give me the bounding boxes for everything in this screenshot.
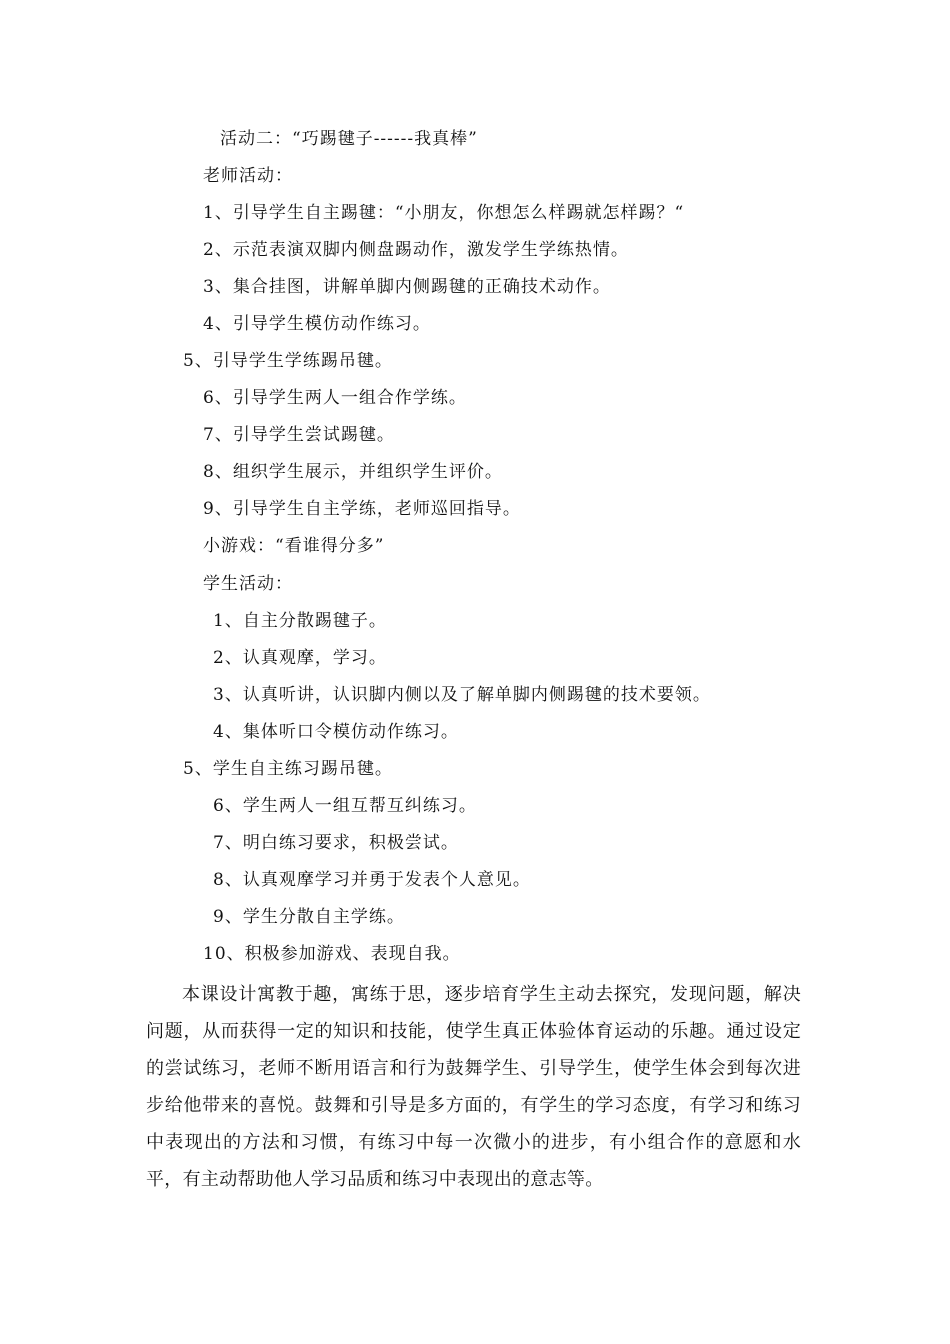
teacher-item: 5、引导学生学练踢吊毽。 xyxy=(183,351,393,371)
student-item: 3、认真听讲，认识脚内侧以及了解单脚内侧踢毽的技术要领。 xyxy=(213,685,711,705)
teacher-item: 1、引导学生自主踢毽：“小朋友，你想怎么样踢就怎样踢？“ xyxy=(203,203,685,223)
student-item: 5、学生自主练习踢吊毽。 xyxy=(183,759,393,779)
student-item: 4、集体听口令模仿动作练习。 xyxy=(213,722,459,742)
activity-title: 活动二：“巧踢毽子------我真棒” xyxy=(220,129,478,149)
teacher-item: 3、集合挂图，讲解单脚内侧踢毽的正确技术动作。 xyxy=(203,277,611,297)
teacher-item: 8、组织学生展示，并组织学生评价。 xyxy=(203,462,503,482)
student-item: 1、自主分散踢毽子。 xyxy=(213,611,387,631)
student-item: 7、明白练习要求，积极尝试。 xyxy=(213,833,459,853)
teacher-item: 4、引导学生模仿动作练习。 xyxy=(203,314,431,334)
student-item: 6、学生两人一组互帮互纠练习。 xyxy=(213,796,477,816)
summary-paragraph xyxy=(146,976,801,1198)
game-title: 小游戏：“看谁得分多” xyxy=(203,536,385,556)
teacher-heading: 老师活动： xyxy=(203,166,293,186)
student-item: 8、认真观摩学习并勇于发表个人意见。 xyxy=(213,870,531,890)
student-item: 2、认真观摩，学习。 xyxy=(213,648,387,668)
teacher-item: 7、引导学生尝试踢毽。 xyxy=(203,425,395,445)
student-heading: 学生活动： xyxy=(203,574,293,594)
student-item: 10、积极参加游戏、表现自我。 xyxy=(203,944,461,964)
teacher-item: 2、示范表演双脚内侧盘踢动作，激发学生学练热情。 xyxy=(203,240,629,260)
student-item: 9、学生分散自主学练。 xyxy=(213,907,405,927)
summary-text: 本课设计寓教于趣，寓练于思，逐步培育学生主动去探究，发现问题，解决问题，从而获得一定的知识和技能，使学生真正体验体育运动的乐趣。通过设定的尝试练习，老师不断用语言和行为鼓舞学生、引导学生，使学生体会到每次进步给他带来的喜悦。鼓舞和引导是多方面的，有学生的学习态度，有学习和练习中表现出的方法和习惯，有练习中每一次微小的进步，有小组合作的意愿和水平，有主动帮助他人学习品质和练习中表现出的意志等。 xyxy=(146,984,801,1190)
teacher-item: 6、引导学生两人一组合作学练。 xyxy=(203,388,467,408)
teacher-item: 9、引导学生自主学练，老师巡回指导。 xyxy=(203,499,521,519)
